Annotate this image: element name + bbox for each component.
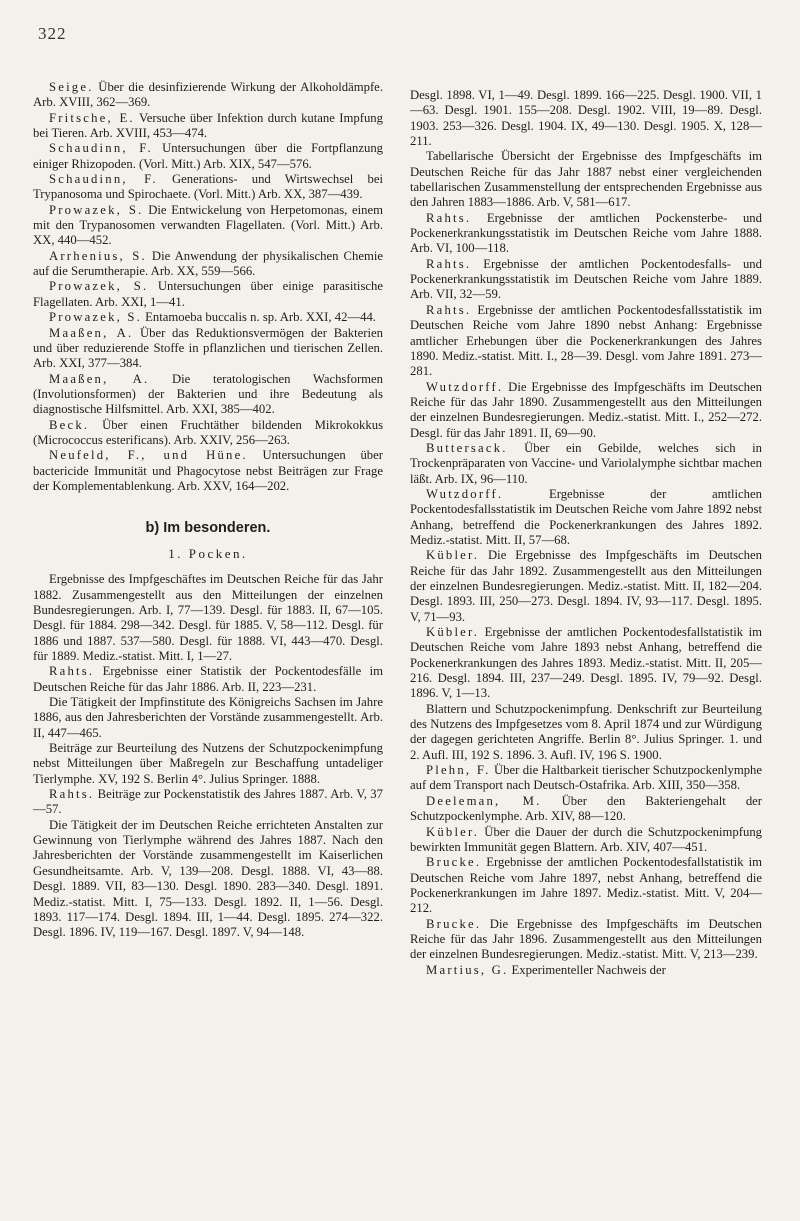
entry-text: Untersuchungen über bactericide Immunität und Phagocytose nebst Beiträgen zur Frage der Komplementablenkung. Arb. XXV, 164—202. (33, 448, 383, 493)
bibliography-entry (410, 794, 762, 825)
section-heading: b) Im besonderen. (145, 520, 271, 537)
entry-author: Rahts. (49, 664, 95, 679)
bibliography-entry (410, 763, 762, 794)
bibliography-entry (410, 825, 762, 856)
entry-author: Maaßen, A. (49, 371, 150, 386)
entry-text: Entamoeba buccalis n. sp. Arb. XXI, 42—44. (145, 310, 376, 325)
entry-author: Prowazek, S. (49, 202, 144, 217)
bibliography-entry (410, 548, 762, 625)
entry-text: Ergebnisse der amtlichen Pockentodesfallsstatistik im Deutschen Reiche vom Jahre 1890 nebst Anhang: Ergebnisse amtlicher Erhebungen über die Pockenerkrankungen des Jahres 1890. Mediz.-statist. Mitt. I., 28—39. Desgl. vom Jahre 1891. 273—281. (410, 302, 762, 379)
bibliography-entry (33, 741, 383, 787)
bibliography-entry (33, 249, 383, 280)
entry-author: Rahts. (49, 787, 95, 802)
bibliography-entry (33, 448, 383, 494)
entry-text: Die Tätigkeit der Impfinstitute des Königreichs Sachsen im Jahre 1886, aus den Jahresberichten der Vorstände zusammengestellt. Arb. II, 447—465. (33, 695, 383, 740)
entry-author: Arrhenius, S. (49, 248, 147, 263)
entry-text: Beiträge zur Beurteilung des Nutzens der Schutzpockenimpfung nebst Mitteilungen über Maßregeln zur Beschaffung untadeliger Tierlymphe. XV, 192 S. Berlin 4°. Julius Springer. 1888. (33, 741, 383, 786)
bibliography-entry (410, 702, 762, 763)
entry-text: Über einen Fruchtäther bildenden Mikrokokkus (Micrococcus esterificans). Arb. XXIV, 256—263. (33, 417, 384, 447)
entry-text: Generations- und Wirtswechsel bei Trypanosoma und Spirochaete. (Vorl. Mitt.) Arb. XX, 387—439. (33, 172, 384, 202)
entry-author: Schaudinn, F. (49, 141, 153, 156)
entry-author: Rahts. (426, 256, 472, 271)
entry-text: Ergebnisse der amtlichen Pockentodesfallstatistik im Deutschen Reiche vom Jahre 1893 nebst Anhang, betreffend die Pockenerkrankungen des Jahres 1893. Mediz.-statist. Mitt. II, 205—216. Desgl. 1894. III, 237—249. Desgl. 1895. IV, 79—92. Desgl. 1896. V, 1—13. (410, 625, 762, 701)
entry-text: Beiträge zur Pockenstatistik des Jahres 1887. Arb. V, 37—57. (33, 787, 383, 817)
bibliography-entry (33, 787, 383, 818)
entry-text: Über das Reduktionsvermögen der Bakterien und über reduzierende Stoffe in pflanzlichen und tierischen Zellen. Arb. XXI, 377—384. (33, 325, 384, 371)
bibliography-entry (33, 310, 383, 325)
entry-author: Brucke. (426, 855, 482, 870)
bibliography-entry (33, 572, 383, 664)
bibliography-list-top (33, 80, 383, 494)
entry-text: Über die desinfizierende Wirkung der Alkoholdämpfe. Arb. XVIII, 362—369. (33, 80, 383, 110)
entry-text: Ergebnisse der amtlichen Pockensterbe- und Pockenerkrankungsstatistik im Deutschen Reiche vom Jahre 1888. Arb. VI, 100—118. (410, 210, 762, 256)
entry-text: Untersuchungen über die Fortpflanzung einiger Rhizopoden. (Vorl. Mitt.) Arb. XIX, 547—576. (33, 141, 384, 171)
bibliography-entry (410, 211, 762, 257)
entry-author: Kübler. (426, 625, 480, 640)
bibliography-entry (33, 111, 383, 142)
entry-author: Rahts. (426, 302, 472, 317)
entry-author: Buttersack. (426, 440, 508, 455)
entry-text: Ergebnisse der amtlichen Pockentodesfallsstatistik im Deutschen Reiche vom Jahre 1892 nebst Anhang, betreffend die Pockenerkrankungen des Jahres 1892. Mediz.-statist. Mitt. II, 57—68. (410, 486, 762, 547)
bibliography-entry (410, 88, 762, 149)
entry-author: Prowazek, S. (49, 279, 149, 294)
bibliography-entry (410, 487, 762, 548)
bibliography-list-continued (410, 88, 762, 978)
bibliography-entry (410, 917, 762, 963)
entry-author: Martius, G. (426, 962, 509, 977)
entry-author: Deeleman, M. (426, 793, 542, 808)
entry-author: Fritsche, E. (49, 110, 135, 125)
bibliography-entry (33, 172, 383, 203)
bibliography-entry (33, 695, 383, 741)
bibliography-entry (33, 818, 383, 941)
bibliography-entry (410, 257, 762, 303)
subsection-heading: 1. Pocken. (168, 546, 248, 562)
bibliography-entry (33, 372, 383, 418)
bibliography-entry (33, 80, 383, 111)
bibliography-entry (410, 149, 762, 210)
left-column (33, 80, 383, 941)
bibliography-entry (410, 303, 762, 380)
entry-author: Prowazek, S. (49, 310, 142, 325)
entry-text: Über den Bakteriengehalt der Schutzpockenlymphe. Arb. XIV, 88—120. (410, 793, 763, 824)
entry-text: Blattern und Schutzpockenimpfung. Denkschrift zur Beurteilung des Nutzens des Impfgesetzes vom 8. April 1874 und zur Würdigung der dagegen gerichteten Angriffe. Berlin 8°. Julius Springer. 1. und 2. Aufl. III, 192 S. 1896. 3. Aufl. IV, 196 S. 1900. (410, 701, 762, 762)
entry-text: Desgl. 1898. VI, 1—49. Desgl. 1899. 166—225. Desgl. 1900. VII, 1—63. Desgl. 1901. 155—208. Desgl. 1902. VIII, 19—89. Desgl. 1903. 253—326. Desgl. 1904. IX, 49—130. Desgl. 1905. X, 128—211. (410, 88, 762, 149)
entry-text: Die Ergebnisse des Impfgeschäfts im Deutschen Reiche für das Jahr 1896. Zusammengestellt aus den Mitteilungen der einzelnen Bundesregierungen. Mediz.-statist. Mitt. V, 213—239. (410, 916, 763, 962)
entry-author: Plehn, F. (426, 763, 491, 778)
entry-text: Die Ergebnisse des Impfgeschäfts im Deutschen Reiche für das Jahr 1892. Zusammengestellt aus den Mitteilungen der einzelnen Bundesregierungen. Mediz.-statist. Mitt. II, 182—204. Desgl. 1893. III, 250—273. Desgl. 1894. IV, 93—117. Desgl. 1895. V, 71—93. (410, 548, 763, 624)
bibliography-entry (33, 279, 383, 310)
entry-author: Kübler. (426, 824, 480, 839)
bibliography-entry (33, 326, 383, 372)
right-column (410, 88, 762, 978)
entry-author: Wutzdorff. (426, 486, 504, 501)
entry-text: Die teratologischen Wachsformen (Involutionsformen) der Bakterien und ihre Bedeutung als diagnostische Hilfsmittel. Arb. XXI, 385—402. (33, 371, 384, 417)
bibliography-entry (33, 664, 383, 695)
entry-author: Rahts. (426, 210, 472, 225)
entry-text: Versuche über Infektion durch kutane Impfung bei Tieren. Arb. XVIII, 453—474. (33, 110, 383, 141)
entry-text: Über die Haltbarkeit tierischer Schutzpockenlymphe auf dem Transport nach Deutsch-Ostafrika. Arb. XIII, 350—358. (410, 763, 763, 793)
entry-text: Ergebnisse einer Statistik der Pockentodesfälle im Deutschen Reiche für das Jahr 1886. Arb. II, 223—231. (33, 664, 383, 694)
entry-text: Ergebnisse des Impfgeschäftes im Deutschen Reiche für das Jahr 1882. Zusammengestellt aus den Mitteilungen der einzelnen Bundesregierungen. Arb. I, 77—139. Desgl. für 1883. II, 67—105. Desgl. für 1884. 298—342. Desgl. für 1885. V, 58—112. Desgl. für 1886 und 1887. 537—580. Desgl. für 1888. VI, 443—470. Desgl. für 1889. Mediz.-statist. Mitt. I, 1—27. (33, 572, 383, 663)
entry-text: Die Ergebnisse des Impfgeschäfts im Deutschen Reiche für das Jahr 1890. Zusammengestellt aus den Mitteilungen der einzelnen Bundesregierungen. Mediz.-statist. Mitt. I., 252—272. Desgl. für das Jahr 1891. II, 69—90. (410, 379, 763, 440)
page-number: 322 (38, 24, 67, 43)
entry-text: Ergebnisse der amtlichen Pockentodesfalls- und Pockenerkrankungsstatistik im Deutschen Reiche vom Jahre 1889. Arb. VII, 32—59. (410, 256, 762, 302)
entry-text: Tabellarische Übersicht der Ergebnisse des Impfgeschäfts im Deutschen Reiche für das Jahr 1887 nebst einer vergleichenden tabellarischen Zusammenstellung der entsprechenden Ergebnisse aus den Jahren 1883—1886. Arb. V, 581—617. (410, 149, 762, 210)
entry-author: Seige. (49, 80, 94, 94)
entry-author: Brucke. (426, 916, 482, 931)
bibliography-entry (33, 141, 383, 172)
entry-text: Ergebnisse der amtlichen Pockentodesfallstatistik im Deutschen Reiche vom Jahre 1897, nebst Anhang, betreffend die Pockenerkrankungen im Jahre 1897. Mediz.-statist. Mitt. V, 204—212. (410, 855, 762, 916)
entry-author: Beck. (49, 417, 90, 432)
entry-author: Maaßen, A. (49, 325, 134, 340)
entry-text: Die Tätigkeit der im Deutschen Reiche errichteten Anstalten zur Gewinnung von Tierlymphe während des Jahres 1887. Nach den Jahresberichten der Vorstände zusammengestellt im Kaiserlichen Gesundheitsamte. Arb. V, 139—208. Desgl. 1888. VI, 43—88. Desgl. 1889. VII, 83—130. Desgl. 1890. 283—340. Desgl. 1891. Mediz.-statist. Mitt. I, 75—133. Desgl. 1892. II, 1—56. Desgl. 1893. 117—174. Desgl. 1894. III, 1—44. Desgl. 1895. 274—322. Desgl. 1896. IV, 119—167. Desgl. 1897. V, 94—148. (33, 817, 383, 940)
entry-text: Über ein Gebilde, welches sich in Trockenpräparaten von Vaccine- und Variolalymphe sichtbar machen läßt. Arb. IX, 96—110. (410, 440, 762, 486)
bibliography-entry (410, 441, 762, 487)
bibliography-entry (410, 380, 762, 441)
bibliography-list-pocken (33, 572, 383, 940)
bibliography-entry (33, 203, 383, 249)
bibliography-entry (33, 418, 383, 449)
bibliography-entry (410, 625, 762, 702)
entry-author: Neufeld, F., und Hüne. (49, 448, 248, 463)
entry-text: Untersuchungen über einige parasitische Flagellaten. Arb. XXI, 1—41. (33, 279, 383, 309)
entry-author: Wutzdorff. (426, 379, 504, 394)
bibliography-entry (410, 855, 762, 916)
entry-text: Die Entwickelung von Herpetomonas, einem mit den Trypanosomen verwandten Flagellaten. (Vorl. Mitt.) Arb. XX, 440—452. (33, 202, 384, 248)
entry-text: Experimenteller Nachweis der (511, 962, 666, 977)
entry-text: Über die Dauer der durch die Schutzpockenimpfung bewirkten Immunität gegen Blattern. Arb. XIV, 407—451. (410, 824, 763, 854)
bibliography-entry (410, 963, 762, 978)
entry-author: Kübler. (426, 548, 480, 563)
entry-author: Schaudinn, F. (49, 172, 158, 187)
entry-text: Die Anwendung der physikalischen Chemie auf die Serumtherapie. Arb. XX, 559—566. (33, 248, 383, 279)
